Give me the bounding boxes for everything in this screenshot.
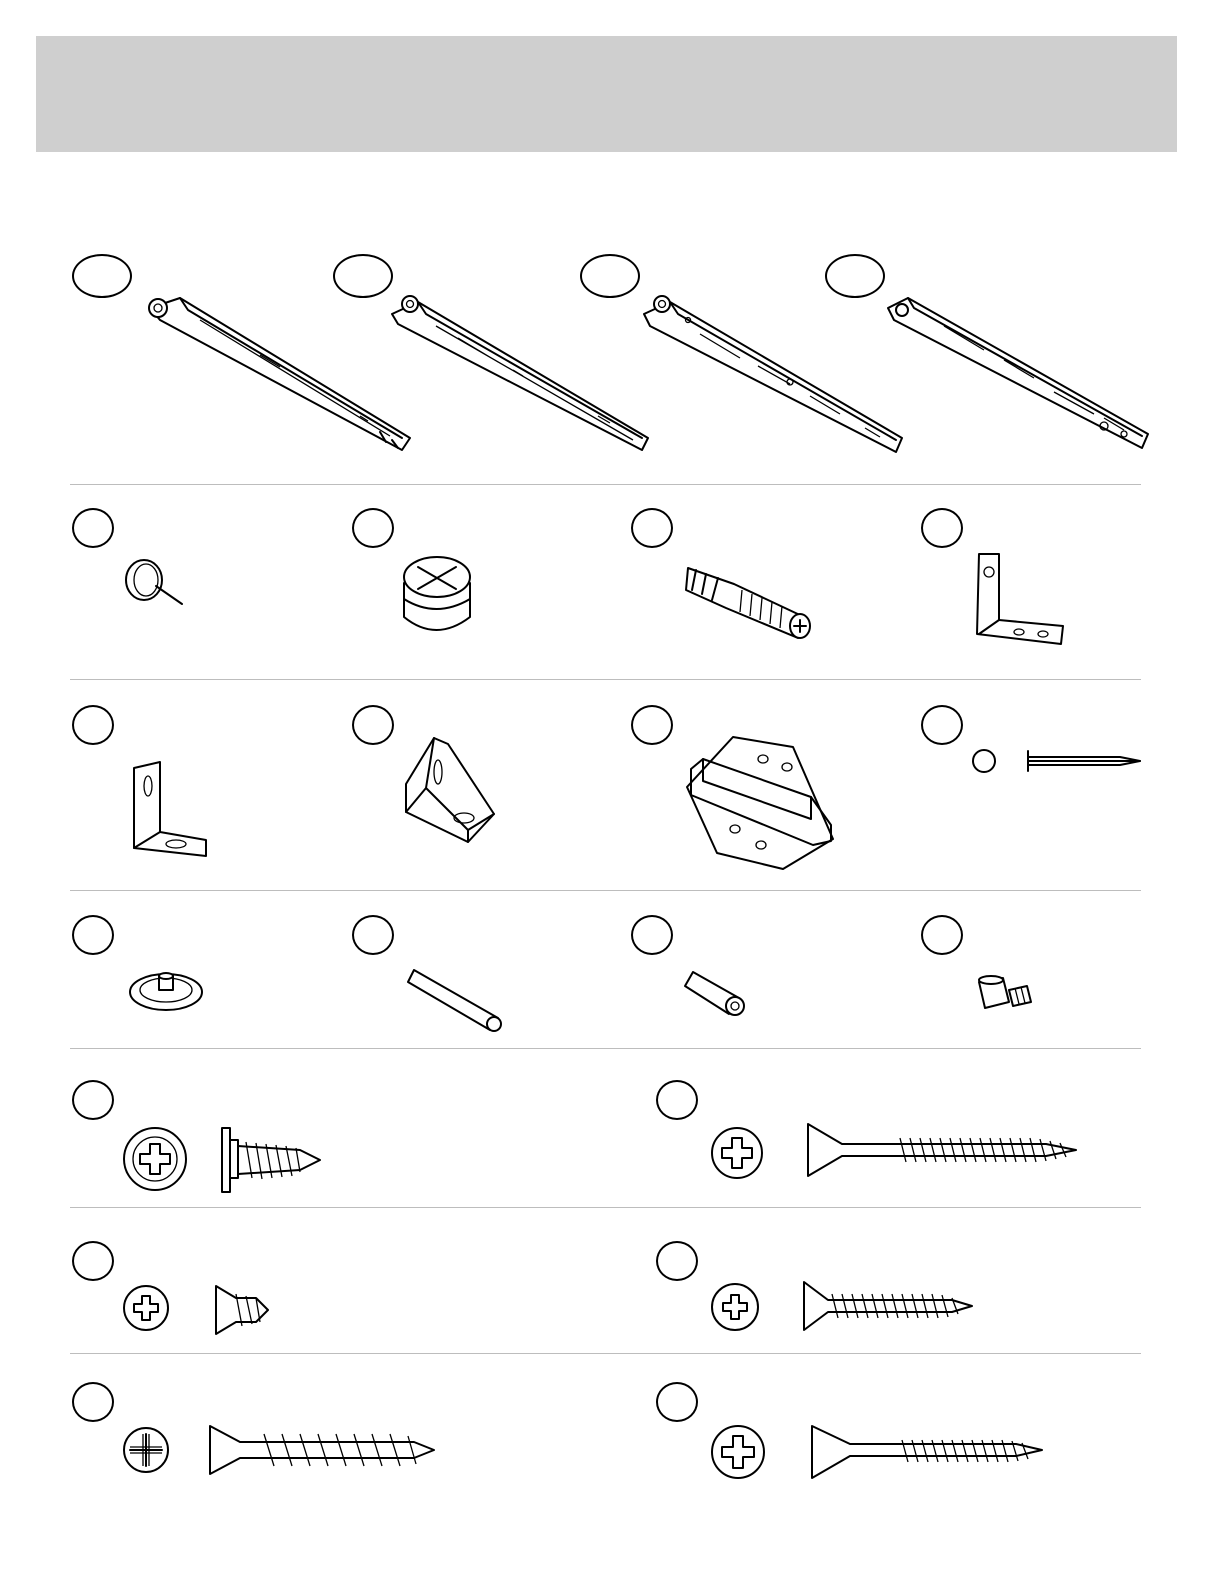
long-screw-side bbox=[806, 1122, 1080, 1178]
threaded-insert bbox=[975, 974, 1035, 1014]
tube-spacer bbox=[683, 970, 747, 1016]
wood-dowel bbox=[406, 966, 502, 1032]
part-callout bbox=[72, 508, 114, 548]
l-bracket-large bbox=[130, 760, 214, 864]
medium-screw-top bbox=[710, 1282, 762, 1332]
row-divider bbox=[70, 1207, 1141, 1208]
fine-screw-side bbox=[810, 1424, 1046, 1480]
drawer-rail-3 bbox=[640, 292, 910, 462]
part-callout bbox=[352, 705, 394, 745]
l-bracket-small bbox=[973, 550, 1069, 646]
part-callout bbox=[631, 705, 673, 745]
short-screw-top bbox=[122, 1284, 172, 1332]
coarse-screw-top bbox=[122, 1426, 170, 1474]
part-callout bbox=[656, 1241, 698, 1281]
furniture-glide bbox=[128, 966, 206, 1012]
part-callout bbox=[631, 508, 673, 548]
part-callout bbox=[921, 508, 963, 548]
corner-block bbox=[404, 734, 498, 846]
short-screw-side bbox=[214, 1284, 272, 1336]
header-band bbox=[36, 36, 1177, 152]
part-callout bbox=[631, 915, 673, 955]
tack-nail bbox=[124, 556, 188, 608]
part-callout bbox=[72, 705, 114, 745]
part-callout bbox=[656, 1080, 698, 1120]
part-callout bbox=[656, 1382, 698, 1422]
part-callout bbox=[72, 1080, 114, 1120]
drawer-rail-4 bbox=[884, 294, 1156, 456]
washer-head-screw-side bbox=[216, 1126, 322, 1194]
row-divider bbox=[70, 1048, 1141, 1049]
cam-lock bbox=[398, 553, 476, 635]
medium-screw-side bbox=[802, 1280, 974, 1332]
washer-head-screw-top bbox=[122, 1126, 188, 1192]
part-callout bbox=[72, 254, 132, 298]
part-callout bbox=[921, 705, 963, 745]
coarse-screw-side bbox=[208, 1424, 438, 1476]
hinge-plate bbox=[683, 733, 841, 873]
cam-bolt bbox=[682, 560, 816, 646]
row-divider bbox=[70, 484, 1141, 485]
part-callout bbox=[72, 1241, 114, 1281]
part-callout bbox=[72, 1382, 114, 1422]
row-divider bbox=[70, 890, 1141, 891]
cap-and-nail bbox=[970, 745, 1146, 777]
part-callout bbox=[352, 915, 394, 955]
part-callout bbox=[72, 915, 114, 955]
drawer-rail-2 bbox=[388, 292, 658, 457]
row-divider bbox=[70, 679, 1141, 680]
row-divider bbox=[70, 1353, 1141, 1354]
part-callout bbox=[921, 915, 963, 955]
drawer-rail-1 bbox=[140, 290, 420, 460]
part-callout bbox=[352, 508, 394, 548]
long-screw-top bbox=[710, 1126, 766, 1180]
fine-screw-top bbox=[710, 1424, 766, 1480]
